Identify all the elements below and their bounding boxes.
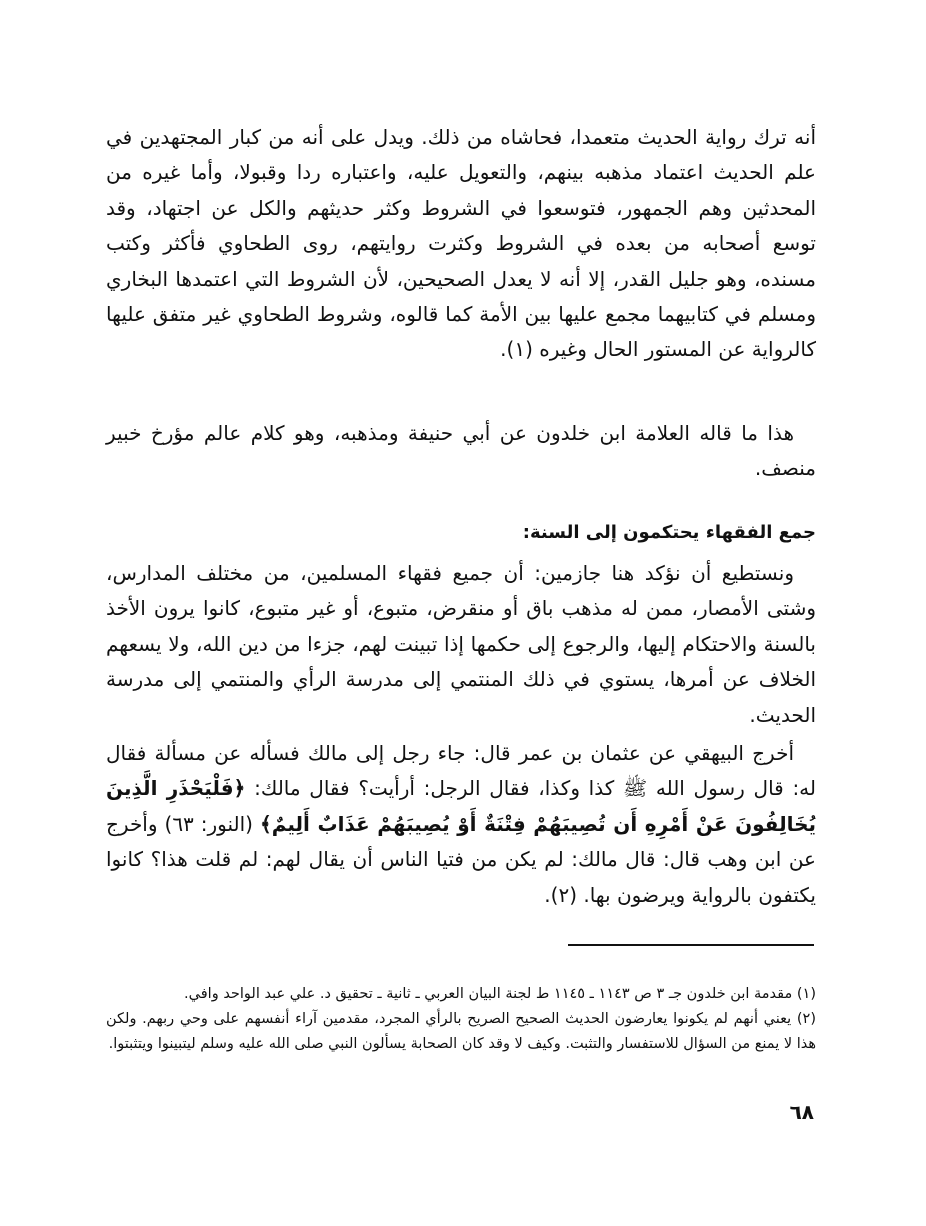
paragraph-4-intro: أخرج البيهقي عن عثمان بن عمر قال: جاء رجل إلى مالك فسأله عن مسألة فقال له: قال رسول الله ﷺ كذا وكذا، فقال الرجل: أرأيت؟ فقال مالك: xyxy=(106,741,817,801)
quran-verse: ﴿فَلْيَحْذَرِ الَّذِينَ يُخَالِفُونَ عَنْ أَمْرِهِ أَن تُصِيبَهُمْ فِتْنَةٌ أَوْ يُصِيبَهُمْ عَذَابٌ أَلِيمٌ﴾ xyxy=(106,776,817,836)
section-heading-block xyxy=(106,518,816,548)
main-text-fourth xyxy=(106,736,816,913)
section-heading: جمع الفقهاء يحتكمون إلى السنة: xyxy=(522,522,816,543)
footnotes xyxy=(106,982,816,1057)
page-number: ٦٨ xyxy=(789,1100,814,1124)
paragraph-4 xyxy=(106,736,816,913)
paragraph-2: هذا ما قاله العلامة ابن خلدون عن أبي حنيفة ومذهبه، وهو كلام عالم مؤرخ خبير منصف. xyxy=(106,421,816,481)
paragraph-1: أنه ترك رواية الحديث متعمدا، فحاشاه من ذلك. ويدل على أنه من كبار المجتهدين في علم الحديث اعتماد مذهبه بينهم، والتعويل عليه، واعتباره ردا وقبولا، وأما غيره من المحدثين وهم الجمهور، فتوسعوا في الشروط وكثر حديثهم والكل عن اجتهاد، وقد توسع أصحابه من بعده في الشروط وكثرت روايتهم، روى الطحاوي فأكثر وكتب مسنده، وهو جليل القدر، إلا أنه لا يعدل الصحيحين، لأن الشروط التي اعتمدها البخاري ومسلم في كتابيهما مجمع عليها بين الأمة كما قالوه، وشروط الطحاوي غير متفق عليها كالرواية عن المستور الحال وغيره (١). xyxy=(106,125,816,362)
main-text-second xyxy=(106,416,816,487)
paragraph-4-outro: (النور: ٦٣) وأخرج عن ابن وهب قال: قال مالك: لم يكن من فتيا الناس أن يقال لهم: لم قلت هذا؟ كانوا يكتفون بالرواية ويرضون بها. (٢). xyxy=(106,811,816,907)
footnote-1: (١) مقدمة ابن خلدون جـ ٣ ص ١١٤٣ ـ ١١٤٥ ط لجنة البيان العربي ـ ثانية ـ تحقيق د. علي عبد الواحد وافي. xyxy=(184,986,816,1002)
main-text-top xyxy=(106,120,816,368)
main-text-third xyxy=(106,556,816,733)
footnote-2: (٢) يعني أنهم لم يكونوا يعارضون الحديث الصحيح الصريح بالرأي المجرد، مقدمين آراء أنفسهم على وحي ربهم. ولكن هذا لا يمنع من السؤال للاستفسار والتثبت. وكيف لا وقد كان الصحابة يسألون النبي صلى الله عليه وسلم ليتبينوا ويتثبتوا. xyxy=(106,1011,816,1052)
footnote-divider xyxy=(568,944,814,946)
paragraph-3: ونستطيع أن نؤكد هنا جازمين: أن جميع فقهاء المسلمين، من مختلف المدارس، وشتى الأمصار، ممن له مذهب باق أو منقرض، متبوع، أو غير متبوع، كانوا يرون الأخذ بالسنة والاحتكام إليها، والرجوع إلى حكمها إذا تبينت لهم، جزءا من دين الله، ولا يسعهم الخلاف عن أمرها، يستوي في ذلك المنتمي إلى مدرسة الرأي والمنتمي إلى مدرسة الحديث. xyxy=(106,561,816,727)
